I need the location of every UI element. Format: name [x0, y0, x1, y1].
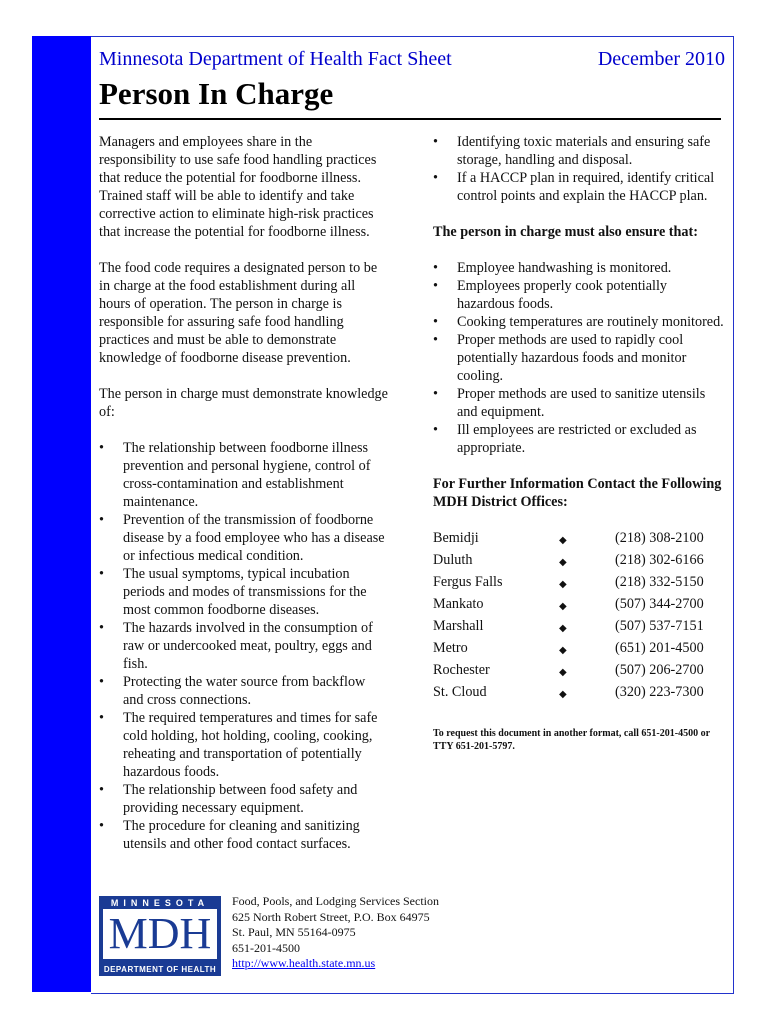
table-row	[433, 551, 723, 573]
ensure-heading: The person in charge must also ensure that:	[433, 224, 698, 240]
list-item: • Proper methods are used to sanitize utensils and equipment.	[433, 385, 728, 421]
table-row	[433, 661, 723, 683]
list-item: • The required temperatures and times for safe cold holding, hot holding, cooling, cooking, reheating and transportation of potentially hazardous foods.	[99, 709, 389, 781]
office-phone: (218) 332-5150	[615, 574, 704, 590]
website-link[interactable]: http://www.health.state.mn.us	[232, 956, 376, 970]
knowledge-list	[99, 439, 389, 853]
diamond-icon: ◆	[559, 557, 567, 568]
office-phone: (651) 201-4500	[615, 640, 704, 656]
footer-phone: 651-201-4500	[232, 940, 300, 955]
list-item: • Prevention of the transmission of foodborne disease by a food employee who has a disease or infectious medical condition.	[99, 511, 389, 565]
mdh-logo	[99, 896, 221, 976]
list-item: • Employees properly cook potentially hazardous foods.	[433, 277, 728, 313]
office-phone: (507) 344-2700	[615, 596, 704, 612]
intro-paragraph: The food code requires a designated person to be in charge at the food establishment during all hours of operation. The person in charge is responsible for assuring safe food handling practices and must be able to demonstrate knowledge of foodborne disease prevention.	[99, 260, 378, 366]
diamond-icon: ◆	[559, 535, 567, 546]
contact-heading: For Further Information Contact the Following MDH District Offices:	[433, 476, 722, 510]
table-row	[433, 573, 723, 595]
office-city: Duluth	[433, 552, 473, 568]
intro-paragraph: Managers and employees share in the responsibility to use safe food handling practices that reduce the potential for foodborne illness. Trained staff will be able to identify and take corrective action to eliminate high-risk practices that increase the potential for foodborne illness.	[99, 134, 377, 240]
diamond-icon: ◆	[559, 601, 567, 612]
list-item: • The hazards involved in the consumption of raw or undercooked meat, poultry, eggs and fish.	[99, 619, 389, 673]
list-item: • Employee handwashing is monitored.	[433, 259, 728, 277]
list-item: • The relationship between foodborne illness prevention and personal hygiene, control of cross-contamination and establishment maintenance.	[99, 439, 389, 511]
list-item: • Proper methods are used to rapidly cool potentially hazardous foods and monitor cooling.	[433, 331, 728, 385]
diamond-icon: ◆	[559, 579, 567, 590]
footer-city: St. Paul, MN 55164-0975	[232, 925, 356, 939]
format-note: To request this document in another format, call 651-201-4500 or TTY 651-201-5797.	[433, 728, 710, 752]
list-item: • Protecting the water source from backflow and cross connections.	[99, 673, 389, 709]
blue-sidebar	[32, 36, 91, 992]
ensure-list	[433, 259, 728, 457]
diamond-icon: ◆	[559, 645, 567, 656]
title-rule	[99, 118, 721, 120]
list-item: • If a HACCP plan in required, identify critical control points and explain the HACCP plan.	[433, 169, 728, 205]
logo-top-text: MINNESOTA	[110, 898, 210, 908]
list-item: • The procedure for cleaning and sanitizing utensils and other food contact surfaces.	[99, 817, 389, 853]
logo-bottom-text: DEPARTMENT OF HEALTH	[103, 965, 217, 974]
office-phone: (507) 206-2700	[615, 662, 704, 678]
table-row	[433, 529, 723, 551]
office-phone: (507) 537-7151	[615, 618, 704, 634]
org-name: Minnesota Department of Health Fact Sheet	[99, 48, 452, 70]
office-city: Rochester	[433, 662, 490, 678]
footer-street: 625 North Robert Street, P.O. Box 64975	[232, 909, 430, 924]
list-item: • Ill employees are restricted or excluded as appropriate.	[433, 421, 728, 457]
office-city: Marshall	[433, 618, 484, 634]
knowledge-list-continued	[433, 133, 728, 205]
office-city: Mankato	[433, 596, 484, 612]
office-city: St. Cloud	[433, 684, 487, 700]
office-city: Bemidji	[433, 530, 479, 546]
district-offices-table	[433, 529, 723, 705]
table-row	[433, 639, 723, 661]
left-column	[99, 133, 389, 853]
table-row	[433, 683, 723, 705]
footer-section: Food, Pools, and Lodging Services Section	[232, 894, 439, 908]
diamond-icon: ◆	[559, 667, 567, 678]
page-title: Person In Charge	[99, 76, 334, 111]
office-city: Fergus Falls	[433, 574, 503, 590]
right-column	[433, 133, 728, 753]
office-phone: (218) 308-2100	[615, 530, 704, 546]
footer-address	[232, 894, 439, 972]
list-item: • Cooking temperatures are routinely monitored.	[433, 313, 728, 331]
logo-main-text: MDH	[103, 909, 217, 959]
table-row	[433, 595, 723, 617]
office-phone: (320) 223-7300	[615, 684, 704, 700]
sheet-date: December 2010	[597, 48, 725, 70]
table-row	[433, 617, 723, 639]
diamond-icon: ◆	[559, 689, 567, 700]
list-item: • The relationship between food safety and providing necessary equipment.	[99, 781, 389, 817]
list-item: • Identifying toxic materials and ensuring safe storage, handling and disposal.	[433, 133, 728, 169]
intro-paragraph: The person in charge must demonstrate knowledge of:	[99, 386, 388, 420]
office-phone: (218) 302-6166	[615, 552, 704, 568]
diamond-icon: ◆	[559, 623, 567, 634]
header-line	[99, 46, 725, 74]
office-city: Metro	[433, 640, 468, 656]
list-item: • The usual symptoms, typical incubation periods and modes of transmissions for the most common foodborne diseases.	[99, 565, 389, 619]
